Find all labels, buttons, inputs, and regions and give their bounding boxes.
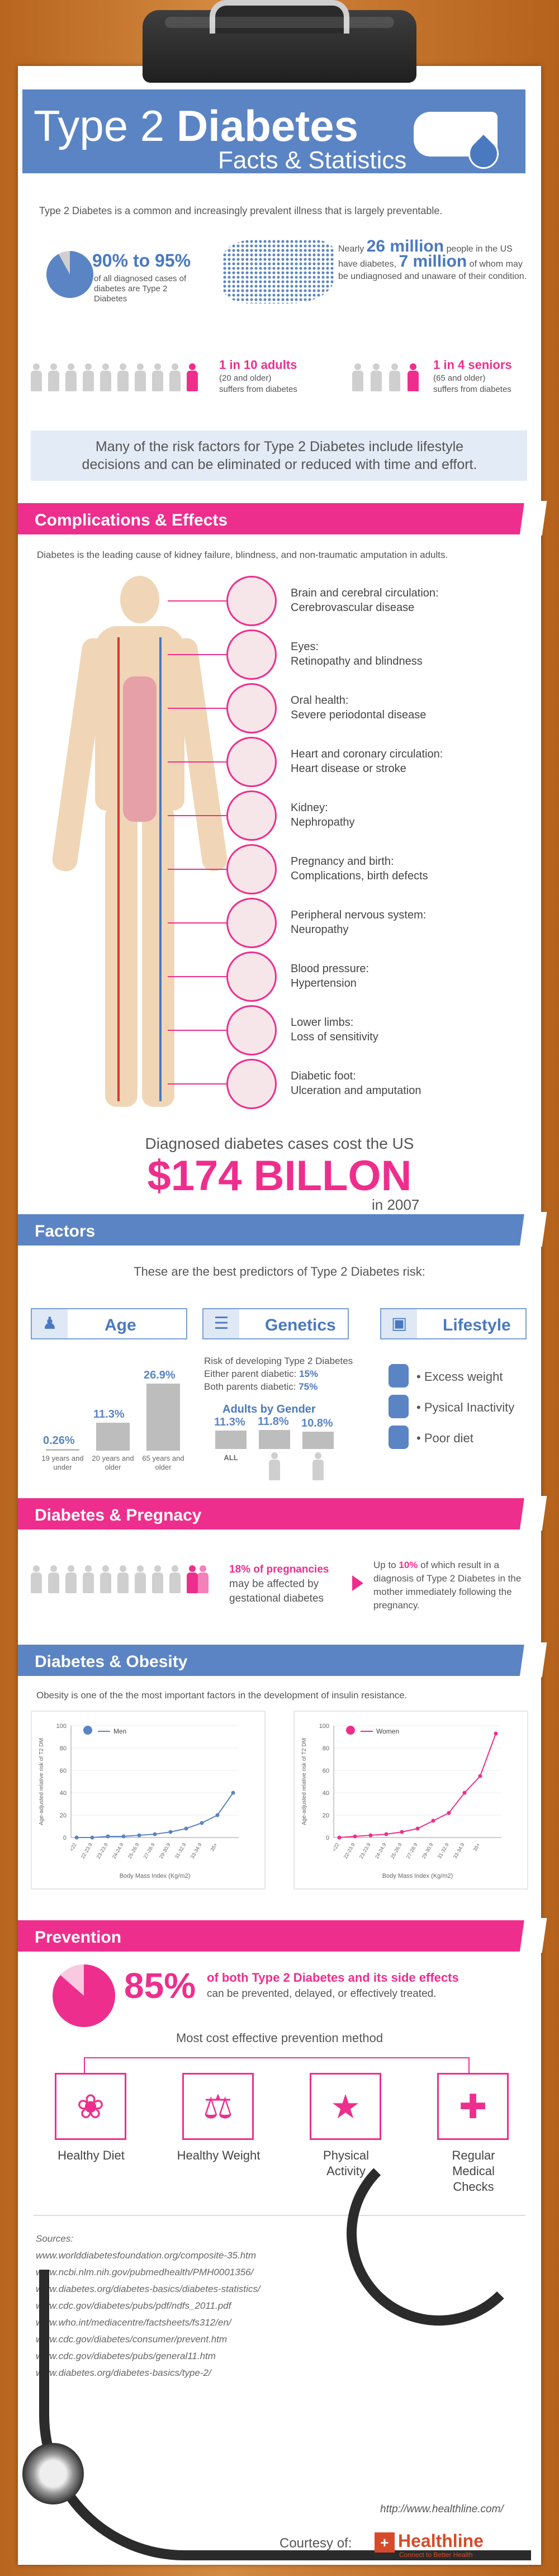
- gender-bar: [259, 1430, 290, 1449]
- person-body: [31, 371, 42, 391]
- scale-icon: ⚖: [182, 2073, 254, 2140]
- person-icon: [371, 363, 382, 391]
- organ-connector: [168, 761, 229, 763]
- gender-bar-label: ALL: [224, 1453, 238, 1462]
- person-head: [120, 1565, 126, 1572]
- person-head: [85, 363, 92, 370]
- seniors-stat: 1 in 4 seniors: [433, 358, 512, 372]
- person-body: [83, 371, 94, 391]
- organ-connector: [168, 815, 229, 816]
- person-head: [200, 1565, 206, 1572]
- person-icon: [117, 1565, 129, 1593]
- data-point: [200, 1821, 204, 1825]
- data-point: [169, 1830, 173, 1834]
- legend-person-icon: [83, 1726, 92, 1735]
- pregnancy-right: Up to 10% of which result in a diagnosis of Type 2 Diabetes in the mother immediately following the pregnancy.: [373, 1560, 522, 1611]
- adults-post: suffers from diabetes: [219, 385, 297, 394]
- person-head: [271, 1452, 278, 1459]
- pregnancy-banner: Diabetes & Pregnacy: [18, 1498, 541, 1530]
- genetics-either: Either parent diabetic: 15%: [204, 1368, 319, 1379]
- x-tick-label: 33-34.9: [452, 1842, 466, 1860]
- y-axis-label: Age-adjusted relative risk of T2 DM: [301, 1738, 307, 1825]
- person-body: [117, 1573, 129, 1593]
- methods-heading: Most cost effective prevention method: [176, 2031, 383, 2045]
- lifestyle-item: • Pysical Inactivity: [416, 1400, 515, 1414]
- complication-title: Peripheral nervous system:: [291, 909, 427, 921]
- brain-icon: [226, 576, 277, 626]
- age-bar-label: 65 years and older: [142, 1454, 184, 1471]
- person-body: [187, 371, 198, 391]
- person-head: [354, 363, 361, 370]
- lifestyle-box: ▣ Lifestyle: [380, 1308, 527, 1339]
- x-tick-label: <22: [331, 1842, 340, 1853]
- nerve-icon: [226, 898, 277, 948]
- complication-detail: Neuropathy: [291, 924, 349, 936]
- prevention-text-bold: of both Type 2 Diabetes and its side effects: [207, 1971, 459, 1985]
- data-point: [416, 1827, 420, 1831]
- y-tick-label: 20: [59, 1812, 67, 1819]
- person-body: [312, 1460, 324, 1480]
- age-bar: [146, 1384, 180, 1451]
- y-axis-label: Age-adjusted relative risk of T2 DM: [39, 1738, 45, 1825]
- person-body: [389, 371, 400, 391]
- organ-connector: [168, 708, 229, 709]
- genetics-intro: Risk of developing Type 2 Diabetes: [204, 1356, 353, 1366]
- pregnancy-stat: 18% of pregnancies may be affected by gestational diabetes: [229, 1564, 329, 1604]
- data-point: [153, 1832, 157, 1836]
- y-tick-label: 100: [319, 1723, 329, 1730]
- gender-bar-value: 11.3%: [214, 1416, 245, 1429]
- complication-detail: Severe periodontal disease: [291, 709, 427, 721]
- person-body: [197, 1573, 209, 1593]
- complication-title: Kidney:: [291, 802, 328, 814]
- person-icon: [187, 363, 198, 391]
- age-bar-label: 20 years and older: [92, 1454, 134, 1471]
- pie-chart-icon: [45, 249, 95, 300]
- x-tick-label: 23-23.9: [358, 1842, 372, 1860]
- stethoscope-tube-right: [347, 2141, 531, 2326]
- person-head: [102, 363, 109, 370]
- y-tick-label: 100: [56, 1723, 67, 1730]
- person-head: [85, 1565, 92, 1572]
- person-head: [189, 1565, 196, 1572]
- prevention-method-label: Healthy Weight: [177, 2148, 260, 2162]
- organ-connector: [168, 1083, 229, 1085]
- complication-item: [291, 693, 525, 722]
- organ-connector: [168, 654, 229, 655]
- complication-title: Blood pressure:: [291, 963, 369, 975]
- genetics-both: Both parents diabetic: 75%: [204, 1381, 318, 1392]
- person-head: [154, 363, 161, 370]
- person-icon: [389, 363, 400, 391]
- data-point: [122, 1835, 126, 1839]
- x-tick-label: 31-32.9: [436, 1842, 450, 1860]
- complication-title: Oral health:: [291, 694, 349, 707]
- person-icon: [352, 363, 363, 391]
- age-bar-value: 11.3%: [93, 1408, 125, 1420]
- age-box: ♟ Age: [31, 1308, 187, 1339]
- x-tick-label: 35+: [472, 1842, 481, 1853]
- adults-sub: (20 and older): [219, 373, 272, 383]
- person-body: [65, 371, 77, 391]
- doctor-icon: ✚: [437, 2073, 509, 2140]
- source-link[interactable]: www.cdc.gov/diabetes/consumer/prevent.htm: [36, 2334, 228, 2345]
- eye-icon: [226, 629, 277, 680]
- person-icon: [65, 363, 77, 391]
- data-point: [184, 1827, 188, 1831]
- complication-item: [291, 640, 525, 669]
- page-subtitle: Facts & Statistics: [218, 146, 407, 174]
- person-body: [48, 371, 59, 391]
- complication-title: Brain and cerebral circulation:: [291, 587, 439, 599]
- women-bmi-chart: [293, 1711, 528, 1890]
- y-tick-label: 0: [325, 1835, 329, 1841]
- x-tick-label: 35+: [209, 1842, 219, 1853]
- legend-label: Men: [113, 1727, 127, 1735]
- person-icon: [197, 1565, 209, 1593]
- x-tick-label: 22-23.9: [342, 1842, 356, 1860]
- person-body: [100, 1573, 111, 1593]
- factors-banner: Factors: [18, 1214, 541, 1246]
- apple-icon: ❀: [55, 2073, 126, 2140]
- complication-detail: Complications, birth defects: [291, 870, 428, 882]
- data-point: [432, 1819, 435, 1823]
- x-tick-label: <22: [68, 1842, 78, 1853]
- complication-detail: Nephropathy: [291, 816, 355, 828]
- person-head: [391, 363, 398, 370]
- person-icon: [135, 1565, 146, 1593]
- source-link[interactable]: www.who.int/mediacentre/factsheets/fs312/en/: [36, 2317, 231, 2328]
- cost-year: in 2007: [372, 1196, 420, 1213]
- person-head: [50, 1565, 57, 1572]
- data-point: [385, 1832, 389, 1836]
- person-body: [135, 371, 146, 391]
- person-head: [50, 363, 57, 370]
- methods-connector: [84, 2057, 470, 2073]
- prevention-method-label: Healthy Diet: [58, 2148, 125, 2162]
- complication-detail: Hypertension: [291, 977, 357, 989]
- person-head: [410, 363, 416, 370]
- data-point: [400, 1830, 404, 1834]
- obesity-intro: Obesity is one of the the most important factors in the development of insulin resistance.: [36, 1690, 408, 1701]
- person-head: [172, 363, 178, 370]
- body-figure: [95, 576, 184, 1112]
- dna-stairs-icon: ☰: [203, 1309, 239, 1338]
- organ-connector: [168, 976, 229, 977]
- data-point: [231, 1791, 235, 1795]
- stethoscope-chestpiece-icon: [22, 2443, 84, 2504]
- person-head: [68, 1565, 74, 1572]
- x-tick-label: 27-28.9: [142, 1842, 156, 1860]
- person-head: [137, 1565, 144, 1572]
- x-tick-label: 25-26.9: [389, 1842, 403, 1860]
- person-head: [373, 363, 380, 370]
- legend-person-icon: [346, 1726, 355, 1735]
- person-body: [408, 371, 419, 391]
- fetus-icon: [226, 844, 277, 894]
- complication-title: Lower limbs:: [291, 1016, 354, 1029]
- complications-banner: Complications & Effects: [18, 503, 541, 534]
- person-icon: [169, 1565, 181, 1593]
- complication-title: Heart and coronary circulation:: [291, 748, 443, 760]
- lifestyle-item: • Excess weight: [416, 1370, 503, 1384]
- kidney-icon: [226, 790, 277, 841]
- person-body: [83, 1573, 94, 1593]
- sources-heading: Sources:: [36, 2233, 74, 2244]
- pie-text: of all diagnosed cases of diabetes are Type 2 Diabetes: [94, 274, 187, 304]
- person-head: [68, 363, 74, 370]
- data-point: [479, 1774, 482, 1778]
- person-head: [189, 363, 196, 370]
- legend-label: Women: [376, 1727, 400, 1735]
- genetics-box: ☰ Genetics: [202, 1308, 349, 1339]
- running-person-icon: ★: [310, 2073, 381, 2140]
- person-icon: [117, 363, 129, 391]
- person-icon: [31, 363, 42, 391]
- person-icon: [408, 363, 419, 391]
- person-icon: [269, 1452, 280, 1480]
- person-body: [117, 371, 129, 391]
- data-point: [91, 1836, 94, 1840]
- lifestyle-icon: [389, 1426, 409, 1449]
- pie-percent: 90% to 95%: [92, 250, 191, 271]
- gender-bar-value: 10.8%: [301, 1417, 333, 1429]
- prevention-method-label: Regular Medical Checks: [452, 2148, 495, 2194]
- x-tick-label: 29-30.9: [420, 1842, 434, 1860]
- organ-connector: [168, 922, 229, 924]
- person-icon: [312, 1452, 324, 1480]
- tv-couch-icon: ▣: [381, 1309, 417, 1338]
- series-line: [339, 1734, 496, 1838]
- cost-amount: $174 BILLON: [147, 1152, 412, 1200]
- complication-item: [291, 1069, 525, 1098]
- lifestyle-icon: [389, 1395, 409, 1418]
- prevention-pie-icon: [50, 1962, 117, 2029]
- tooth-icon: [226, 683, 277, 733]
- person-icon: [48, 363, 59, 391]
- source-link[interactable]: www.diabetes.org/diabetes-basics/diabetes-statistics/: [36, 2284, 260, 2294]
- y-tick-label: 80: [322, 1745, 329, 1752]
- cost-intro: Diagnosed diabetes cases cost the US: [145, 1135, 414, 1152]
- lifestyle-icon: [389, 1364, 409, 1388]
- person-head: [33, 363, 40, 370]
- seniors-post: suffers from diabetes: [433, 385, 511, 394]
- source-link[interactable]: www.ncbi.nlm.nih.gov/pubmedhealth/PMH0001356/: [36, 2267, 254, 2277]
- person-body: [152, 371, 163, 391]
- gender-bar: [215, 1431, 247, 1449]
- gender-bar-value: 11.8%: [258, 1415, 289, 1428]
- x-tick-label: 27-28.9: [405, 1842, 419, 1860]
- seniors-sub: (65 and older): [433, 373, 486, 383]
- callout-text: Many of the risk factors for Type 2 Diabetes include lifestyle decisions and can be eliminated or reduced with time and effort.: [82, 439, 477, 472]
- lifestyle-item: • Poor diet: [416, 1431, 473, 1445]
- factors-intro: These are the best predictors of Type 2 Diabetes risk:: [134, 1265, 425, 1278]
- person-body: [187, 1573, 198, 1593]
- complication-item: [291, 586, 525, 615]
- data-point: [216, 1813, 220, 1817]
- complication-title: Diabetic foot:: [291, 1070, 356, 1082]
- x-tick-label: 33-34.9: [189, 1842, 203, 1860]
- data-point: [75, 1836, 79, 1840]
- complication-item: [291, 854, 525, 883]
- person-icon: [152, 1565, 163, 1593]
- heart-icon: [226, 737, 277, 787]
- person-body: [48, 1573, 59, 1593]
- person-head: [154, 1565, 161, 1572]
- gender-bar: [302, 1432, 334, 1449]
- x-axis-label: Body Mass Index (Kg/m2): [382, 1873, 453, 1879]
- data-point: [494, 1732, 498, 1736]
- person-body: [269, 1460, 280, 1480]
- person-icon: [100, 363, 111, 391]
- source-link[interactable]: www.cdc.gov/diabetes/pubs/general11.htm: [36, 2351, 216, 2361]
- person-body: [100, 371, 111, 391]
- prevention-percent: 85%: [124, 1966, 196, 2006]
- age-bar: [46, 1449, 79, 1451]
- organ-connector: [168, 869, 229, 870]
- x-tick-label: 31-32.9: [173, 1842, 187, 1860]
- x-tick-label: 23-23.9: [95, 1842, 109, 1860]
- healthline-brand: Healthline: [398, 2531, 484, 2551]
- blood-vessel-icon: [226, 951, 277, 1002]
- y-tick-label: 60: [322, 1768, 329, 1774]
- intro-text: Type 2 Diabetes is a common and increasingly prevalent illness that is largely preventable.: [39, 205, 443, 216]
- data-point: [338, 1836, 342, 1840]
- y-tick-label: 80: [59, 1745, 67, 1752]
- person-icon: [31, 1565, 42, 1593]
- clip-shine: [165, 17, 394, 28]
- person-body: [152, 1573, 163, 1593]
- person-icon: [83, 363, 94, 391]
- person-icon: [83, 1565, 94, 1593]
- data-point: [138, 1834, 141, 1838]
- person-icon: [48, 1565, 59, 1593]
- person-icon: [169, 363, 181, 391]
- age-bar: [96, 1423, 130, 1451]
- prevention-banner: Prevention: [18, 1920, 541, 1952]
- person-head: [315, 1452, 321, 1459]
- data-point: [463, 1791, 467, 1795]
- complication-item: [291, 747, 525, 776]
- gender-heading: Adults by Gender: [222, 1403, 316, 1415]
- legs-icon: [226, 1005, 277, 1055]
- complication-title: Eyes:: [291, 641, 319, 653]
- age-bar-value: 0.26%: [43, 1434, 75, 1447]
- men-bmi-chart: [31, 1711, 266, 1890]
- person-body: [169, 1573, 181, 1593]
- complication-item: [291, 908, 525, 937]
- complication-item: [291, 801, 525, 830]
- person-body: [371, 371, 382, 391]
- prevention-method-label: Physical Activity: [323, 2148, 369, 2178]
- healthline-tagline: Connect to Better Health: [399, 2551, 473, 2559]
- person-icon: [135, 363, 146, 391]
- y-tick-label: 20: [322, 1812, 329, 1819]
- person-icon: [152, 363, 163, 391]
- prevention-text: can be prevented, delayed, or effectively treated.: [207, 1988, 437, 2000]
- complication-detail: Retinopathy and blindness: [291, 655, 423, 667]
- complication-detail: Loss of sensitivity: [291, 1031, 378, 1043]
- complication-detail: Heart disease or stroke: [291, 763, 406, 775]
- person-head: [137, 363, 144, 370]
- person-body: [169, 371, 181, 391]
- us-stat: Nearly 26 million people in the US have diabetes, 7 million of whom may be undiagnosed and unaware of their condition.: [338, 237, 527, 281]
- person-icon: [187, 1565, 198, 1593]
- person-head: [172, 1565, 178, 1572]
- person-head: [33, 1565, 40, 1572]
- person-icon: [65, 1565, 77, 1593]
- data-point: [106, 1835, 110, 1839]
- us-map-icon: [222, 239, 334, 304]
- data-point: [369, 1834, 373, 1838]
- person-body: [65, 1573, 77, 1593]
- y-tick-label: 40: [59, 1790, 67, 1797]
- foot-icon: [226, 1059, 277, 1109]
- complication-title: Pregnancy and birth:: [291, 855, 394, 868]
- y-tick-label: 0: [63, 1835, 67, 1841]
- x-tick-label: 22-23.9: [79, 1842, 93, 1860]
- source-link[interactable]: www.diabetes.org/diabetes-basics/type-2/: [36, 2367, 211, 2378]
- family-icon: ♟: [32, 1309, 68, 1338]
- data-point: [353, 1835, 357, 1839]
- organ-connector: [168, 1030, 229, 1031]
- adults-stat: 1 in 10 adults: [219, 358, 297, 372]
- x-tick-label: 29-30.9: [158, 1842, 172, 1860]
- y-tick-label: 60: [59, 1768, 67, 1774]
- source-url: http://www.healthline.com/: [380, 2503, 504, 2515]
- healthline-logo-icon: +: [375, 2532, 395, 2553]
- person-body: [352, 371, 363, 391]
- page-title: Type 2 Diabetes: [34, 101, 358, 150]
- organ-connector: [168, 600, 229, 602]
- x-tick-label: 24-24.9: [111, 1842, 125, 1860]
- person-head: [120, 363, 126, 370]
- x-tick-label: 25-26.9: [126, 1842, 140, 1860]
- complication-item: [291, 1015, 525, 1044]
- complication-item: [291, 962, 525, 991]
- complication-detail: Ulceration and amputation: [291, 1085, 421, 1097]
- y-tick-label: 40: [322, 1790, 329, 1797]
- person-body: [135, 1573, 146, 1593]
- complications-intro: Diabetes is the leading cause of kidney failure, blindness, and non-traumatic amputation in adults.: [37, 550, 448, 560]
- obesity-banner: Diabetes & Obesity: [18, 1645, 541, 1676]
- person-body: [31, 1573, 42, 1593]
- arrow-right-icon: [352, 1575, 363, 1591]
- person-head: [102, 1565, 109, 1572]
- source-link[interactable]: www.worlddiabetesfoundation.org/composite-35.htm: [36, 2250, 257, 2261]
- courtesy-label: Courtesy of:: [280, 2536, 352, 2551]
- source-link[interactable]: www.cdc.gov/diabetes/pubs/pdf/ndfs_2011.pdf: [36, 2300, 231, 2311]
- person-icon: [100, 1565, 111, 1593]
- age-bar-value: 26.9%: [144, 1369, 176, 1381]
- data-point: [447, 1811, 451, 1815]
- complication-detail: Cerebrovascular disease: [291, 602, 415, 614]
- age-bar-label: 19 years and under: [41, 1454, 84, 1471]
- x-tick-label: 24-24.9: [373, 1842, 387, 1860]
- x-axis-label: Body Mass Index (Kg/m2): [119, 1873, 191, 1879]
